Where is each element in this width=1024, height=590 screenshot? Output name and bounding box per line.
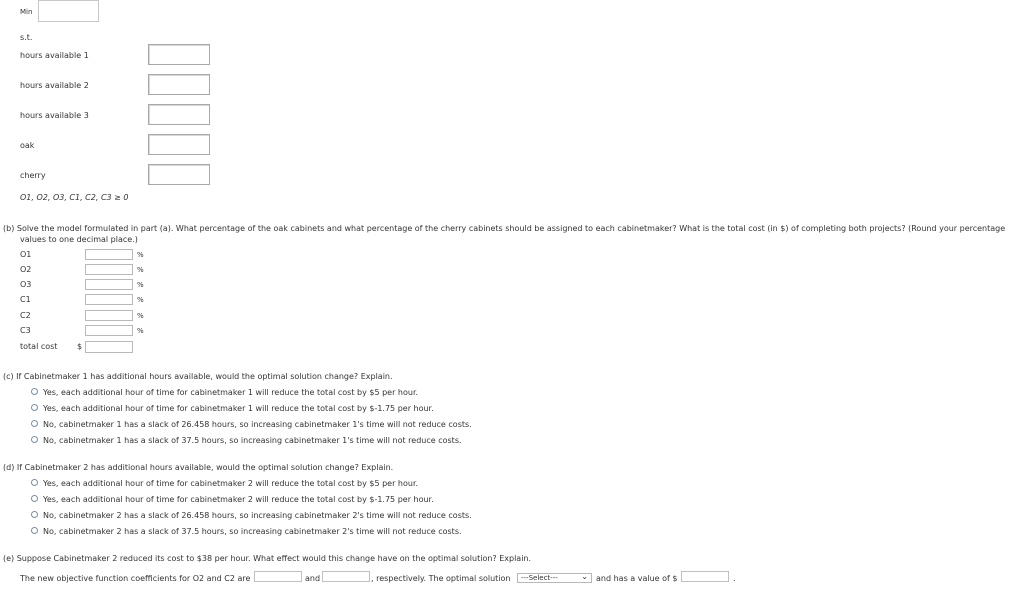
percent-unit: % <box>137 312 144 320</box>
part-d-question: (d) If Cabinetmaker 2 has additional hours available, would the optimal solution change? Explain. <box>3 463 394 472</box>
percent-input-c2[interactable] <box>85 310 133 321</box>
row-label-c3: C3 <box>20 326 31 335</box>
constraint-label-cherry: cherry <box>20 171 46 180</box>
constraint-input-hours-1[interactable] <box>148 44 210 65</box>
d-option-3-text: No, cabinetmaker 2 has a slack of 26.458 hours, so increasing cabinetmaker 2's time will not reduce costs. <box>43 511 472 520</box>
constraint-label-oak: oak <box>20 141 35 150</box>
row-label-o1: O1 <box>20 250 32 259</box>
radio-c-option-2[interactable] <box>31 404 38 411</box>
constraint-label-hours-2: hours available 2 <box>20 81 89 90</box>
percent-input-c3[interactable] <box>85 325 133 336</box>
percent-input-o3[interactable] <box>85 279 133 290</box>
total-cost-input[interactable] <box>85 341 133 353</box>
objective-input[interactable] <box>38 0 99 22</box>
percent-input-c1[interactable] <box>85 294 133 305</box>
part-e-question: (e) Suppose Cabinetmaker 2 reduced its cost to $38 per hour. What effect would this change have on the optimal solution? Explain. <box>3 554 532 563</box>
c-option-4-text: No, cabinetmaker 1 has a slack of 37.5 hours, so increasing cabinetmaker 1's time will not reduce costs. <box>43 436 462 445</box>
radio-d-option-3[interactable] <box>31 511 38 518</box>
c-option-1-text: Yes, each additional hour of time for cabinetmaker 1 will reduce the total cost by $5 per hour. <box>43 388 419 397</box>
constraint-input-cherry[interactable] <box>148 164 210 185</box>
st-label: s.t. <box>20 33 33 42</box>
min-label: Min <box>20 8 33 16</box>
radio-d-option-1[interactable] <box>31 479 38 486</box>
radio-c-option-1[interactable] <box>31 388 38 395</box>
c2-coefficient-input[interactable] <box>322 571 370 582</box>
percent-unit: % <box>137 281 144 289</box>
percent-unit: % <box>137 266 144 274</box>
optimal-value-input[interactable] <box>681 571 729 582</box>
d-option-2-text: Yes, each additional hour of time for cabinetmaker 2 will reduce the total cost by $-1.75 per hour. <box>43 495 434 504</box>
percent-unit: % <box>137 251 144 259</box>
part-e-sentence-start: The new objective function coefficients for O2 and C2 are <box>20 574 251 583</box>
percent-unit: % <box>137 327 144 335</box>
row-label-c2: C2 <box>20 311 31 320</box>
part-b-question-cont: values to one decimal place.) <box>20 235 138 244</box>
d-option-1-text: Yes, each additional hour of time for cabinetmaker 2 will reduce the total cost by $5 per hour. <box>43 479 419 488</box>
radio-d-option-4[interactable] <box>31 527 38 534</box>
o2-coefficient-input[interactable] <box>254 571 302 582</box>
part-c-question: (c) If Cabinetmaker 1 has additional hours available, would the optimal solution change? Explain. <box>3 372 393 381</box>
radio-c-option-4[interactable] <box>31 436 38 443</box>
value-label: and has a value of $ <box>596 574 678 583</box>
row-label-c1: C1 <box>20 295 31 304</box>
radio-d-option-2[interactable] <box>31 495 38 502</box>
constraint-input-hours-3[interactable] <box>148 104 210 125</box>
c-option-2-text: Yes, each additional hour of time for cabinetmaker 1 will reduce the total cost by $-1.75 per hour. <box>43 404 434 413</box>
constraint-label-hours-1: hours available 1 <box>20 51 89 60</box>
total-cost-dollar: $ <box>77 342 83 351</box>
constraint-label-hours-3: hours available 3 <box>20 111 89 120</box>
optimal-solution-select[interactable] <box>517 573 592 583</box>
row-label-o2: O2 <box>20 265 32 274</box>
and-label: and <box>305 574 321 583</box>
constraint-input-hours-2[interactable] <box>148 74 210 95</box>
row-label-o3: O3 <box>20 280 32 289</box>
percent-unit: % <box>137 296 144 304</box>
select-value: ---Select--- <box>521 574 558 582</box>
respectively-label: , respectively. The optimal solution <box>371 574 511 583</box>
period: . <box>733 574 736 583</box>
nonnegativity-constraint: O1, O2, O3, C1, C2, C3 ≥ 0 <box>20 193 129 202</box>
chevron-down-icon: ⌄ <box>581 572 588 581</box>
total-cost-label: total cost <box>20 342 58 351</box>
part-b-question: (b) Solve the model formulated in part (a). What percentage of the oak cabinets and what percentage of the cherry cabinets should be assigned to each cabinetmaker? What is the total cost (in $) of completing both projects? (Round your percentage <box>3 224 1006 233</box>
constraint-input-oak[interactable] <box>148 134 210 155</box>
percent-input-o1[interactable] <box>85 249 133 260</box>
percent-input-o2[interactable] <box>85 264 133 275</box>
d-option-4-text: No, cabinetmaker 2 has a slack of 37.5 hours, so increasing cabinetmaker 2's time will not reduce costs. <box>43 527 462 536</box>
radio-c-option-3[interactable] <box>31 420 38 427</box>
c-option-3-text: No, cabinetmaker 1 has a slack of 26.458 hours, so increasing cabinetmaker 1's time will not reduce costs. <box>43 420 472 429</box>
